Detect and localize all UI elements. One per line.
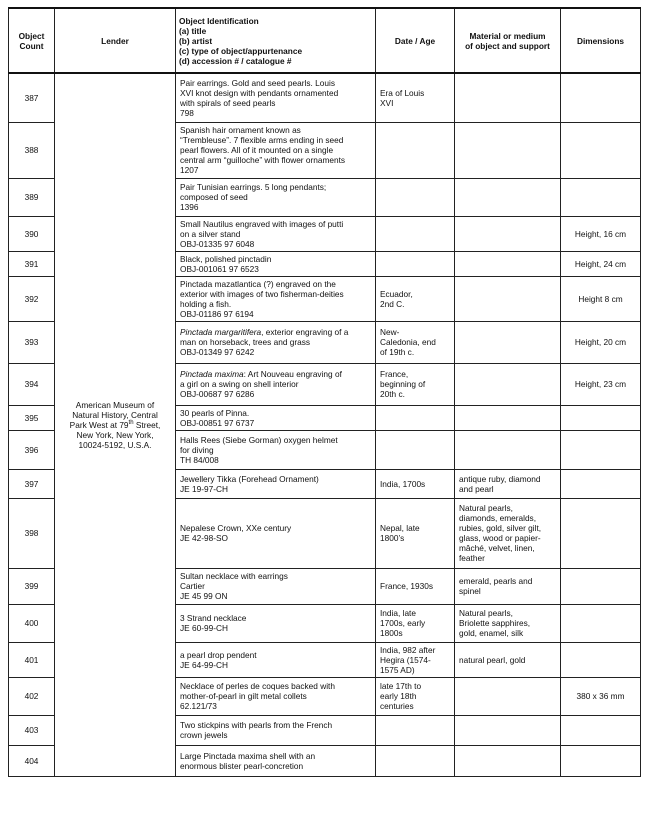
table-row: [9, 73, 641, 122]
header-date-age: Date / Age: [376, 8, 455, 73]
dimensions-cell: [561, 715, 641, 745]
inventory-table: [8, 7, 641, 777]
date-age-cell: Era of Louis XVI: [376, 73, 455, 122]
date-age-cell: France, beginning of 20th c.: [376, 363, 455, 405]
material-cell: Natural pearls, Briolette sapphires, gold, enamel, silk: [455, 604, 561, 642]
table-body: [9, 73, 641, 776]
dimensions-cell: Height, 16 cm: [561, 216, 641, 251]
dimensions-cell: [561, 430, 641, 469]
object-count-cell: 401: [9, 642, 55, 677]
object-identification-cell: Pinctada maxima: Art Nouveau engraving of a girl on a swing on shell interior OBJ-00687 97 6286: [176, 363, 376, 405]
dimensions-cell: [561, 642, 641, 677]
header-lender: Lender: [55, 8, 176, 73]
object-identification-cell: 30 pearls of Pinna. OBJ-00851 97 6737: [176, 405, 376, 430]
date-age-cell: [376, 430, 455, 469]
dimensions-cell: Height, 23 cm: [561, 363, 641, 405]
dimensions-cell: [561, 498, 641, 568]
material-cell: [455, 430, 561, 469]
date-age-cell: [376, 178, 455, 216]
header-material: Material or medium of object and support: [455, 8, 561, 73]
material-cell: [455, 122, 561, 178]
object-count-cell: 389: [9, 178, 55, 216]
object-identification-cell: Pinctada mazatlantica (?) engraved on the exterior with images of two fisherman-deities holding a fish. OBJ-01186 97 6194: [176, 276, 376, 321]
material-cell: [455, 405, 561, 430]
object-count-cell: 390: [9, 216, 55, 251]
material-cell: [455, 363, 561, 405]
object-count-cell: 392: [9, 276, 55, 321]
material-cell: [455, 321, 561, 363]
material-cell: [455, 715, 561, 745]
object-identification-cell: 3 Strand necklace JE 60-99-CH: [176, 604, 376, 642]
date-age-cell: India, 1700s: [376, 469, 455, 498]
date-age-cell: Ecuador, 2nd C.: [376, 276, 455, 321]
object-identification-cell: Spanish hair ornament known as “Trembleuse”. 7 flexible arms ending in seed pearl flowers. All of it mounted on a single central arm “guilloche” with flower ornaments 1207: [176, 122, 376, 178]
object-count-cell: 396: [9, 430, 55, 469]
date-age-cell: France, 1930s: [376, 568, 455, 604]
object-count-cell: 397: [9, 469, 55, 498]
dimensions-cell: Height 8 cm: [561, 276, 641, 321]
dimensions-cell: [561, 604, 641, 642]
object-count-cell: 403: [9, 715, 55, 745]
dimensions-cell: [561, 178, 641, 216]
object-count-cell: 388: [9, 122, 55, 178]
material-cell: [455, 677, 561, 715]
header-object-identification: Object Identification (a) title (b) artist (c) type of object/appurtenance (d) accession # / catalogue #: [176, 8, 376, 73]
date-age-cell: late 17th to early 18th centuries: [376, 677, 455, 715]
date-age-cell: [376, 715, 455, 745]
material-cell: [455, 251, 561, 276]
date-age-cell: Nepal, late 1800’s: [376, 498, 455, 568]
dimensions-cell: [561, 469, 641, 498]
header-object-count: Object Count: [9, 8, 55, 73]
dimensions-cell: Height, 20 cm: [561, 321, 641, 363]
object-count-cell: 402: [9, 677, 55, 715]
object-identification-cell: Halls Rees (Siebe Gorman) oxygen helmet for diving TH 84/008: [176, 430, 376, 469]
date-age-cell: [376, 216, 455, 251]
dimensions-cell: [561, 405, 641, 430]
date-age-cell: India, late 1700s, early 1800s: [376, 604, 455, 642]
object-identification-cell: Black, polished pinctadin OBJ-001061 97 6523: [176, 251, 376, 276]
object-count-cell: 399: [9, 568, 55, 604]
date-age-cell: [376, 122, 455, 178]
date-age-cell: India, 982 after Hegira (1574- 1575 AD): [376, 642, 455, 677]
object-identification-cell: Pinctada margaritifera, exterior engraving of a man on horseback, trees and grass OBJ-01349 97 6242: [176, 321, 376, 363]
table-header: [9, 8, 641, 73]
material-cell: [455, 745, 561, 776]
object-count-cell: 387: [9, 73, 55, 122]
object-count-cell: 391: [9, 251, 55, 276]
material-cell: antique ruby, diamond and pearl: [455, 469, 561, 498]
object-identification-cell: Necklace of perles de coques backed with mother-of-pearl in gilt metal collets 62.121/73: [176, 677, 376, 715]
dimensions-cell: [561, 73, 641, 122]
material-cell: Natural pearls, diamonds, emeralds, rubies, gold, silver gilt, glass, wood or papier- mâché, velvet, linen, feather: [455, 498, 561, 568]
dimensions-cell: [561, 568, 641, 604]
date-age-cell: [376, 251, 455, 276]
object-identification-cell: Pair Tunisian earrings. 5 long pendants; composed of seed 1396: [176, 178, 376, 216]
material-cell: [455, 73, 561, 122]
dimensions-cell: [561, 122, 641, 178]
material-cell: [455, 216, 561, 251]
object-identification-cell: Jewellery Tikka (Forehead Ornament) JE 19-97-CH: [176, 469, 376, 498]
lender-cell: American Museum of Natural History, Central Park West at 79th Street, New York, New York, 10024-5192, U.S.A.: [55, 73, 176, 776]
object-identification-cell: Small Nautilus engraved with images of putti on a silver stand OBJ-01335 97 6048: [176, 216, 376, 251]
date-age-cell: [376, 405, 455, 430]
date-age-cell: New- Caledonia, end of 19th c.: [376, 321, 455, 363]
dimensions-cell: 380 x 36 mm: [561, 677, 641, 715]
material-cell: [455, 276, 561, 321]
object-identification-cell: Nepalese Crown, XXe century JE 42-98-SO: [176, 498, 376, 568]
material-cell: emerald, pearls and spinel: [455, 568, 561, 604]
header-dimensions: Dimensions: [561, 8, 641, 73]
object-identification-cell: Large Pinctada maxima shell with an enormous blister pearl-concretion: [176, 745, 376, 776]
dimensions-cell: [561, 745, 641, 776]
object-identification-cell: Pair earrings. Gold and seed pearls. Louis XVI knot design with pendants ornamented with spirals of seed pearls 798: [176, 73, 376, 122]
object-identification-cell: Sultan necklace with earrings Cartier JE 45 99 ON: [176, 568, 376, 604]
object-count-cell: 398: [9, 498, 55, 568]
object-count-cell: 395: [9, 405, 55, 430]
material-cell: natural pearl, gold: [455, 642, 561, 677]
material-cell: [455, 178, 561, 216]
date-age-cell: [376, 745, 455, 776]
object-identification-cell: a pearl drop pendent JE 64-99-CH: [176, 642, 376, 677]
object-count-cell: 404: [9, 745, 55, 776]
object-identification-cell: Two stickpins with pearls from the French crown jewels: [176, 715, 376, 745]
object-count-cell: 393: [9, 321, 55, 363]
object-count-cell: 394: [9, 363, 55, 405]
object-count-cell: 400: [9, 604, 55, 642]
dimensions-cell: Height, 24 cm: [561, 251, 641, 276]
